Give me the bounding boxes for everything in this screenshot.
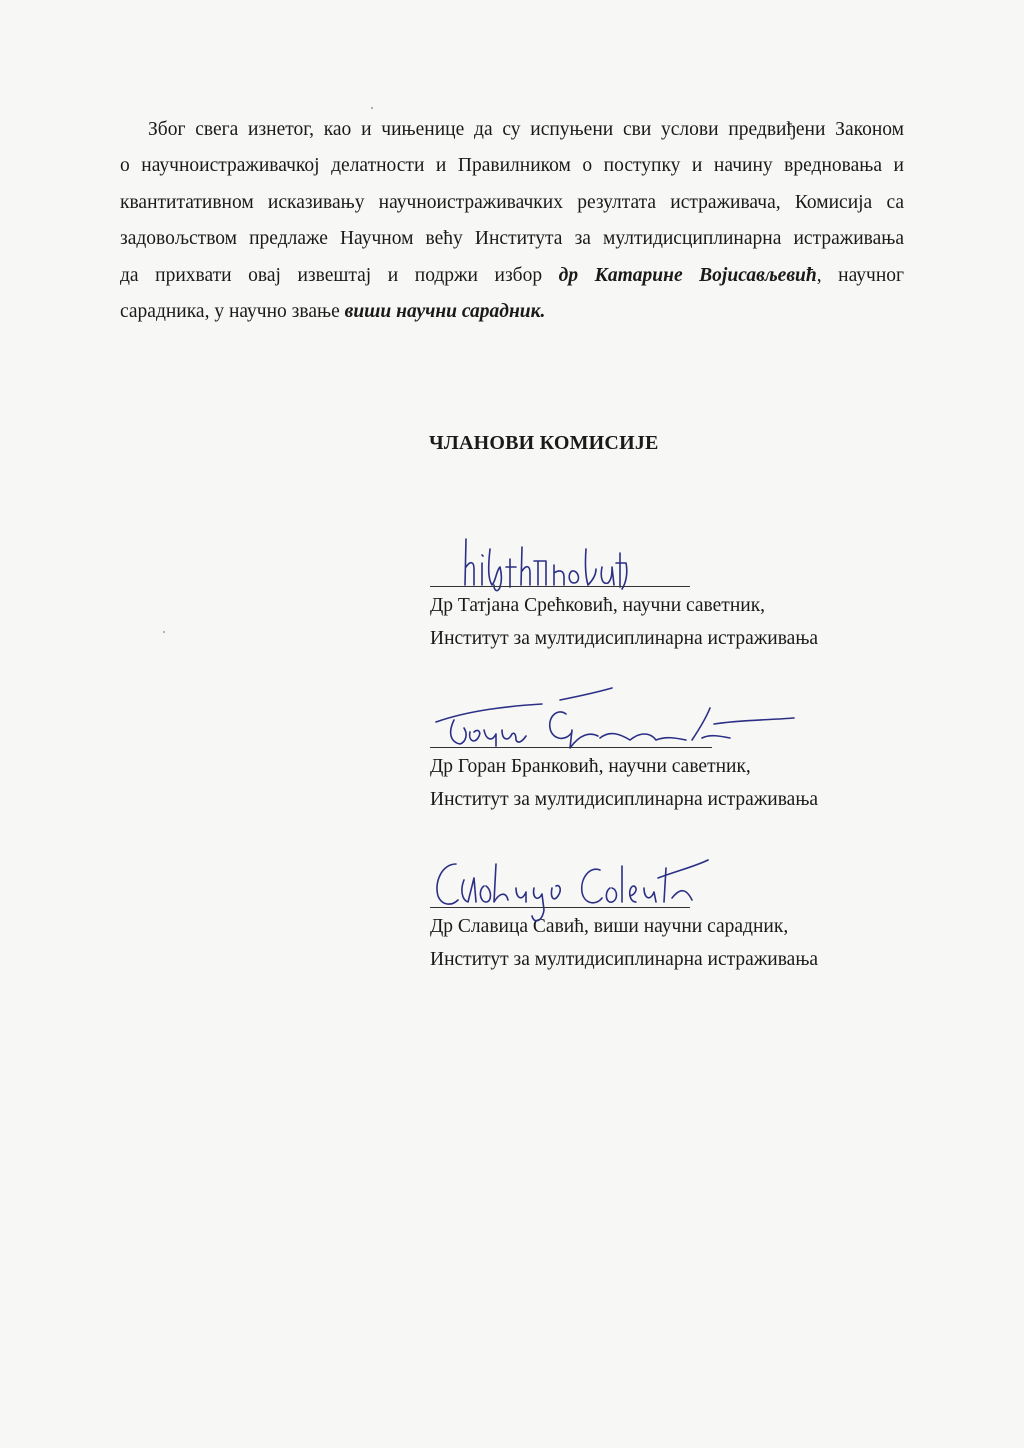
line5-text-after: , научног [816,264,904,286]
line6-text-before: сарадника, у научно звање [120,301,345,323]
scan-speck [163,631,165,633]
committee-member-2 [430,688,930,816]
paragraph-line-5 [120,258,904,294]
candidate-name: др Катарине Војисављевић [558,264,817,286]
paragraph-line-4: задовољством предлаже Научном већу Института за мултидисциплинарна истраживања [120,228,904,250]
member-name-title: Др Горан Бранковић, научни саветник, [430,756,751,777]
paragraph-line-6 [120,294,904,330]
signature-area [430,688,730,748]
paragraph-line-1: Због свега изнетог, као и чињенице да су испуњени сви услови предвиђени Законом [148,119,904,140]
signature-area [430,848,730,908]
member-institute: Институт за мултидисиплинарна истраживања [430,949,819,970]
committee-member-1 [430,527,930,655]
paragraph-line-2: о научноистраживачкој делатности и Правилником о поступку и начину вредновања и [120,155,904,177]
member-name-title: Др Татјана Срећковић, научни саветник, [430,595,766,616]
member-institute: Институт за мултидисиплинарна истраживања [430,628,819,649]
handwritten-signature [430,848,750,928]
line5-text-before: да прихвати овај извештај и подржи избор [120,264,559,286]
signature-area [430,527,730,587]
proposed-rank: виши научни сарадник. [344,301,546,323]
scan-speck [371,107,373,109]
signature-line [430,586,690,587]
member-name-title: Др Славица Савић, виши научни сарадник, [430,916,789,937]
committee-member-3 [430,848,930,976]
committee-heading: ЧЛАНОВИ КОМИСИЈЕ [429,432,659,454]
paragraph-line-3: квантитативном исказивању научноистраживачких резултата истраживача, Комисија са [120,191,904,213]
member-institute: Институт за мултидисиплинарна истраживања [430,789,819,810]
closing-paragraph [120,112,904,330]
signature-line [430,747,712,748]
signature-line [430,907,690,908]
